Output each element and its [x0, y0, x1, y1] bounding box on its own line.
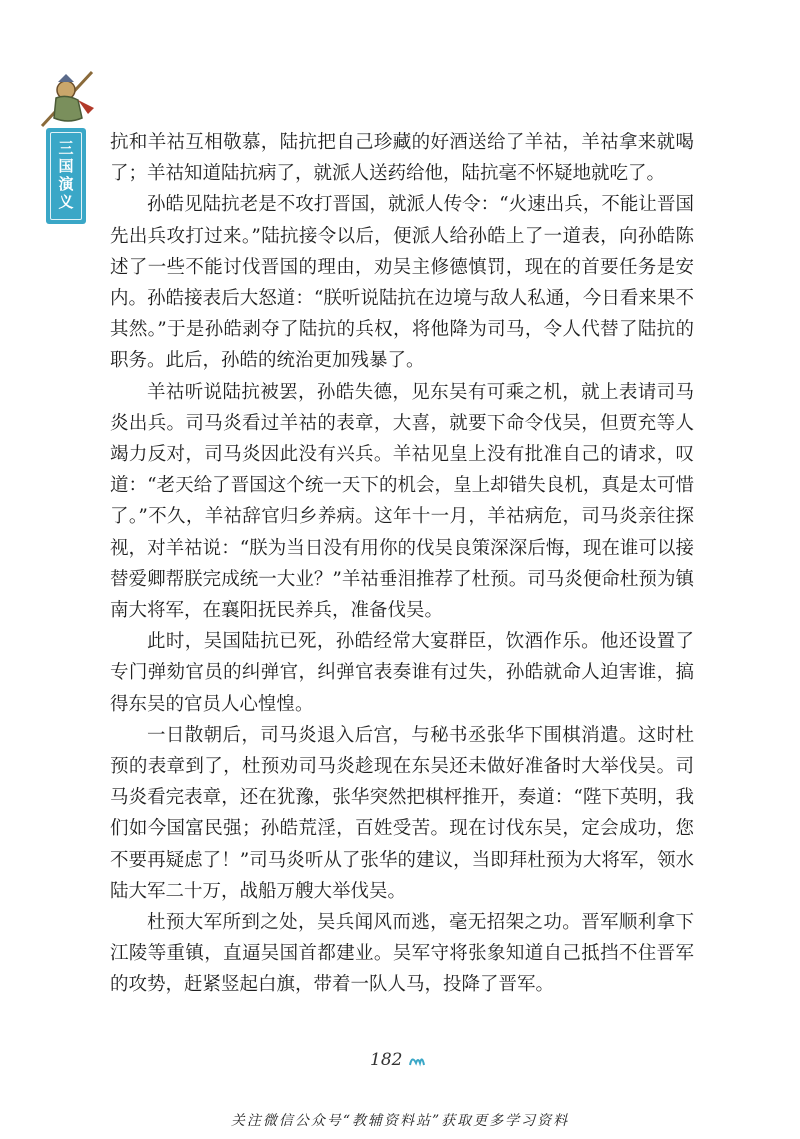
paragraph-6: 杜预大军所到之处，吴兵闻风而逃，毫无招架之功。晋军顺利拿下江陵等重镇，直逼吴国首都建业。吴军守将张象知道自己抵挡不住晋军的攻势，赶紧竖起白旗，带着一队人马，投降了晋军。	[110, 912, 694, 996]
paragraph-2: 孙皓见陆抗老是不攻打晋国，就派人传令：“火速出兵，不能让晋国先出兵攻打过来。”陆抗接令以后，便派人给孙皓上了一道表，向孙皓陈述了一些不能讨伐晋国的理由，劝吴主修德慎罚，现在的首要任务是安内。孙皓接表后大怒道：“朕听说陆抗在边境与敌人私通，今日看来果不其然。”于是孙皓剥夺了陆抗的兵权，将他降为司马，令人代替了陆抗的职务。此后，孙皓的统治更加残暴了。	[110, 194, 694, 372]
paragraph-4: 此时，吴国陆抗已死，孙皓经常大宴群臣，饮酒作乐。他还设置了专门弹劾官员的纠弹官，纠弹官表奏谁有过失，孙皓就命人迫害谁，搞得东吴的官员人心惶惶。	[110, 631, 694, 715]
paragraph-3: 羊祜听说陆抗被罢，孙皓失德，见东吴有可乘之机，就上表请司马炎出兵。司马炎看过羊祜的表章，大喜，就要下命令伐吴，但贾充等人竭力反对，司马炎因此没有兴兵。羊祜见皇上没有批准自己的请求，叹道：“老天给了晋国这个统一天下的机会，皇上却错失良机，真是太可惜了。”不久，羊祜辞官归乡养病。这年十一月，羊祜病危，司马炎亲往探视，对羊祜说：“朕为当日没有用你的伐吴良策深深后悔，现在谁可以接替爱卿帮朕完成统一大业？”羊祜垂泪推荐了杜预。司马炎便命杜预为镇南大将军，在襄阳抚民养兵，准备伐吴。	[110, 381, 694, 622]
book-title-tab	[46, 128, 86, 224]
paragraph-1: 抗和羊祜互相敬慕，陆抗把自己珍藏的好酒送给了羊祜，羊祜拿来就喝了；羊祜知道陆抗病了，就派人送药给他，陆抗毫不怀疑地就吃了。	[110, 132, 694, 185]
page-number-text: 182	[370, 1050, 403, 1070]
book-title-tab-frame	[50, 132, 82, 220]
wave-ornament-icon	[408, 1053, 426, 1067]
footer-note: 关注微信公众号“教辅资料站”获取更多学习资料	[230, 1113, 570, 1129]
book-title-label: 三国演义	[56, 140, 75, 212]
page-number	[370, 1050, 426, 1070]
body-text	[110, 127, 694, 1001]
warrior-emblem-icon	[38, 68, 100, 130]
paragraph-5: 一日散朝后，司马炎退入后宫，与秘书丞张华下围棋消遣。这时杜预的表章到了，杜预劝司马炎趁现在东吴还未做好准备时大举伐吴。司马炎看完表章，还在犹豫，张华突然把棋枰推开，奏道：“陛下英明，我们如今国富民强；孙皓荒淫，百姓受苦。现在讨伐东吴，定会成功，您不要再疑虑了！”司马炎听从了张华的建议，当即拜杜预为大将军，领水陆大军二十万，战船万艘大举伐吴。	[110, 724, 694, 902]
